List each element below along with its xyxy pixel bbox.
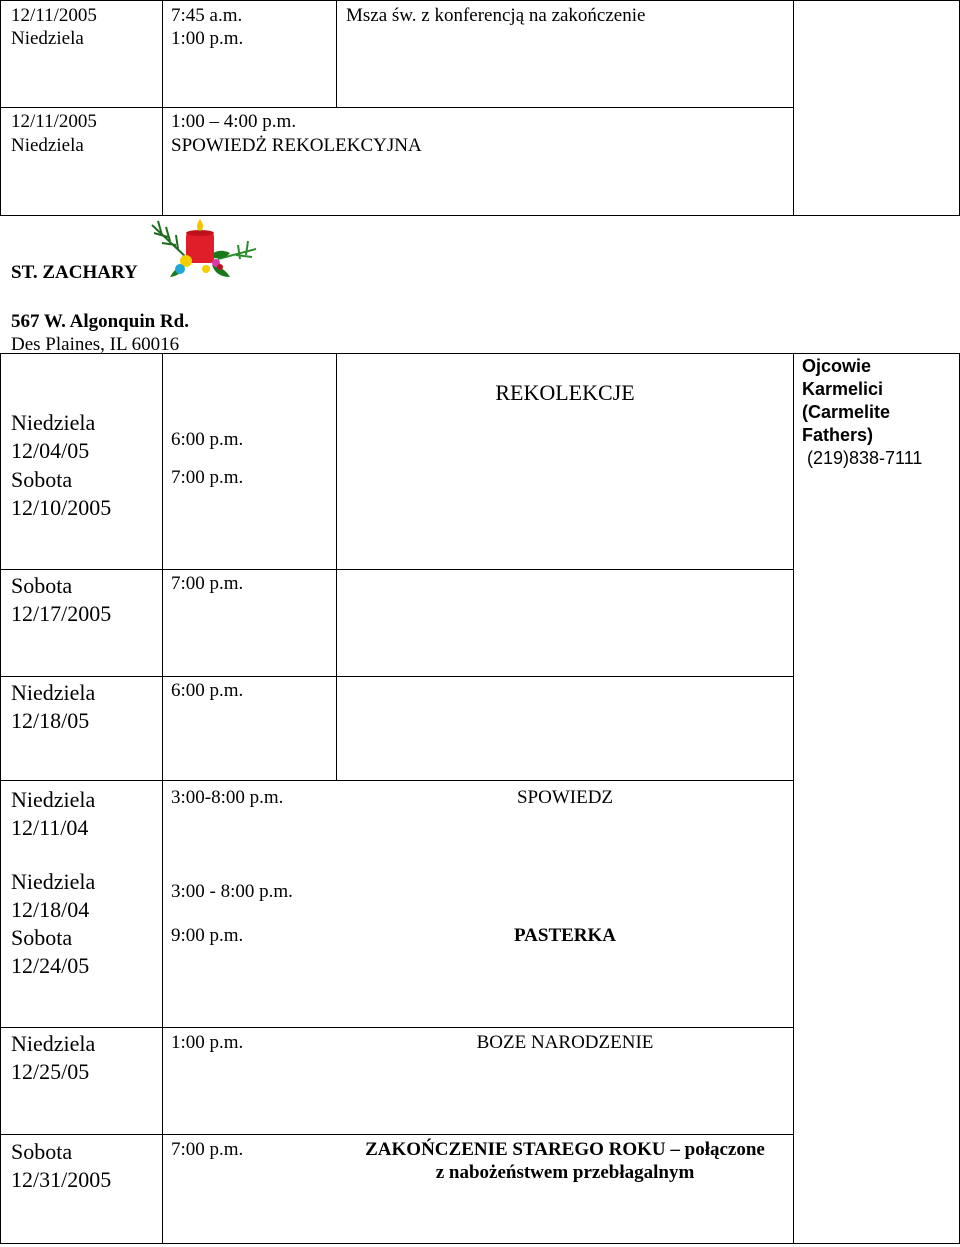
row2-time: 1:00 – 4:00 p.m. [171, 111, 297, 132]
retreat-day2: Sobota [11, 467, 73, 492]
confession-day1: Niedziela [11, 787, 96, 812]
rule [336, 0, 337, 107]
retreat-date1: 12/04/05 [11, 438, 90, 463]
row-day: Sobota [11, 573, 73, 598]
rule [0, 780, 793, 781]
newyear-label2: z nabożeństwem przebłagalnym [435, 1162, 695, 1183]
christmas-day: Niedziela [11, 1031, 96, 1056]
rule [0, 107, 793, 108]
row-time: 6:00 p.m. [171, 680, 244, 701]
rule [0, 1134, 793, 1135]
rule [162, 0, 163, 215]
confession-date3: 12/24/05 [11, 953, 90, 978]
rule [336, 353, 337, 780]
rule [0, 1027, 793, 1028]
rule [0, 0, 960, 1]
row1-time2: 1:00 p.m. [171, 28, 244, 49]
contact-line4: Fathers) [802, 425, 874, 445]
rule [0, 0, 1, 215]
newyear-label1: ZAKOŃCZENIE STAREGO ROKU – połączone [365, 1139, 765, 1160]
contact-line3: (Carmelite [802, 402, 891, 422]
parish-address-1: 567 W. Algonquin Rd. [11, 311, 189, 332]
confession-label1: SPOWIEDZ [516, 787, 614, 808]
rule [162, 353, 163, 1244]
row2-desc: SPOWIEDŻ REKOLEKCYJNA [171, 135, 422, 156]
christmas-date: 12/25/05 [11, 1059, 90, 1084]
retreat-time1: 6:00 p.m. [171, 429, 244, 450]
rule [0, 676, 793, 677]
christmas-label: BOZE NARODZENIE [476, 1032, 654, 1053]
contact-line1: Ojcowie [802, 356, 872, 376]
row2-date: 12/11/2005 [11, 111, 97, 132]
rule [0, 353, 1, 1244]
rule [0, 215, 960, 216]
rule [793, 0, 794, 215]
confession-time1: 3:00-8:00 p.m. [171, 787, 284, 808]
newyear-date: 12/31/2005 [11, 1167, 112, 1192]
row1-date: 12/11/2005 [11, 5, 97, 26]
retreat-title: REKOLEKCJE [495, 380, 635, 405]
confession-day3: Sobota [11, 925, 73, 950]
row1-time1: 7:45 a.m. [171, 5, 243, 26]
contact-line2: Karmelici [802, 379, 884, 399]
parish-address-2: Des Plaines, IL 60016 [11, 334, 180, 355]
row1-day: Niedziela [11, 28, 84, 49]
row-time: 7:00 p.m. [171, 573, 244, 594]
confession-label3: PASTERKA [513, 925, 617, 946]
retreat-date2: 12/10/2005 [11, 495, 112, 520]
retreat-day1: Niedziela [11, 410, 96, 435]
rule [0, 569, 793, 570]
newyear-time: 7:00 p.m. [171, 1139, 244, 1160]
rule [793, 353, 794, 1244]
rule [0, 1243, 960, 1244]
christmas-candle-holly-icon [148, 215, 260, 277]
christmas-time: 1:00 p.m. [171, 1032, 244, 1053]
row-date: 12/17/2005 [11, 601, 112, 626]
confession-time2: 3:00 - 8:00 p.m. [171, 881, 293, 902]
confession-time3: 9:00 p.m. [171, 925, 244, 946]
confession-day2: Niedziela [11, 869, 96, 894]
row-date: 12/18/05 [11, 708, 90, 733]
retreat-time2: 7:00 p.m. [171, 467, 244, 488]
confession-date2: 12/18/04 [11, 897, 90, 922]
contact-phone: (219)838-7111 [807, 448, 923, 468]
parish-name: ST. ZACHARY [11, 262, 138, 283]
newyear-day: Sobota [11, 1139, 73, 1164]
row-day: Niedziela [11, 680, 96, 705]
row2-day: Niedziela [11, 135, 84, 156]
confession-date1: 12/11/04 [11, 815, 89, 840]
row1-desc: Msza św. z konferencją na zakończenie [346, 5, 646, 26]
